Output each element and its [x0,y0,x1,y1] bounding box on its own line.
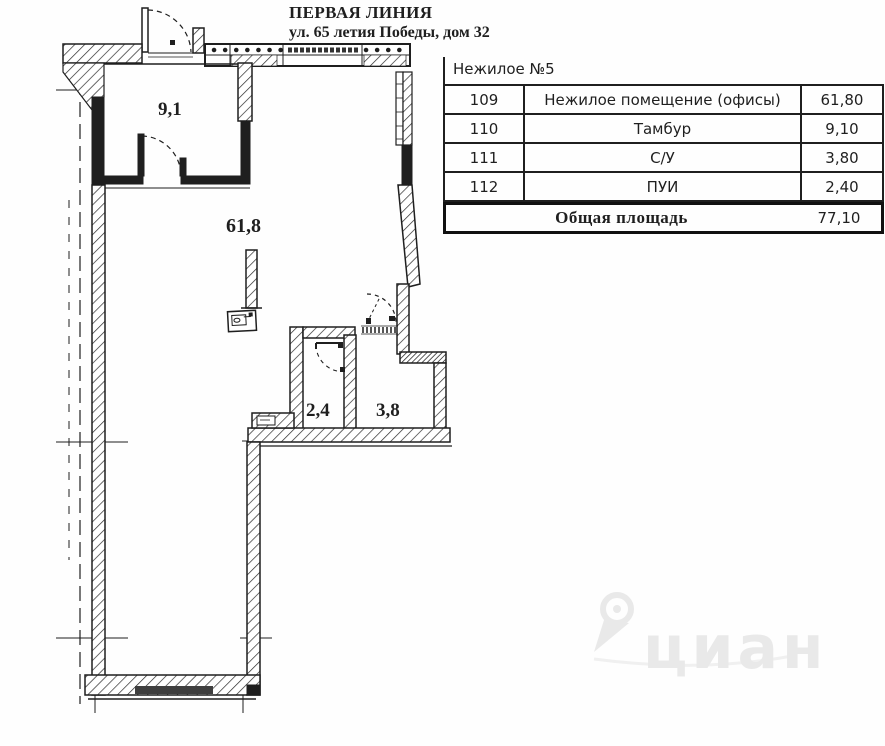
window-strip [396,72,403,145]
watermark-pin-tail [594,620,629,652]
room-area: 2,40 [801,172,883,201]
room-number: 112 [444,172,524,201]
top-wall [104,44,410,66]
room-area: 9,10 [801,114,883,143]
room-name: С/У [524,143,801,172]
area-table-block [443,57,884,234]
cian-watermark [594,595,827,683]
su-doorway [361,294,398,334]
table-row [444,143,883,172]
area-table [443,84,884,202]
total-row [443,202,884,234]
wall-dark-segment [402,145,412,187]
room-label-office: 61,8 [226,215,261,237]
right-wall [396,72,420,354]
watermark-pin-dot [613,605,621,613]
door-jamb [138,134,144,176]
room-name: Нежилое помещение (офисы) [524,85,801,114]
room-label-tambur: 9,1 [158,99,182,120]
room-name: Тамбур [524,114,801,143]
tambur-door-swing-arc [142,136,181,176]
room-label-pui: 2,4 [306,400,330,421]
table-row [444,172,883,201]
table-row [444,114,883,143]
entrance-door-swing-arc [148,10,191,52]
complex-name: ПЕРВАЯ ЛИНИЯ [289,3,433,22]
door-post [193,28,204,53]
room-number: 110 [444,114,524,143]
room-number: 111 [444,143,524,172]
total-label: Общая площадь [555,208,688,227]
electrical-box-icon [227,310,256,331]
total-area: 77,10 [817,209,861,227]
entrance-door-leaf [142,8,148,52]
wall-step-band [400,352,446,363]
room-label-su: 3,8 [376,400,400,421]
room-area: 3,80 [801,143,883,172]
room-name: ПУИ [524,172,801,201]
room-number: 109 [444,85,524,114]
pillar [241,250,262,308]
address: ул. 65 летия Победы, дом 32 [289,24,490,42]
room-area: 61,80 [801,85,883,114]
entrance-door [142,8,204,57]
bottom-window-band [135,686,213,694]
table-caption: Нежилое №5 [443,57,884,84]
watermark-text: циан [643,613,828,683]
table-row [444,85,883,114]
pui-door-swing-arc [316,345,337,371]
